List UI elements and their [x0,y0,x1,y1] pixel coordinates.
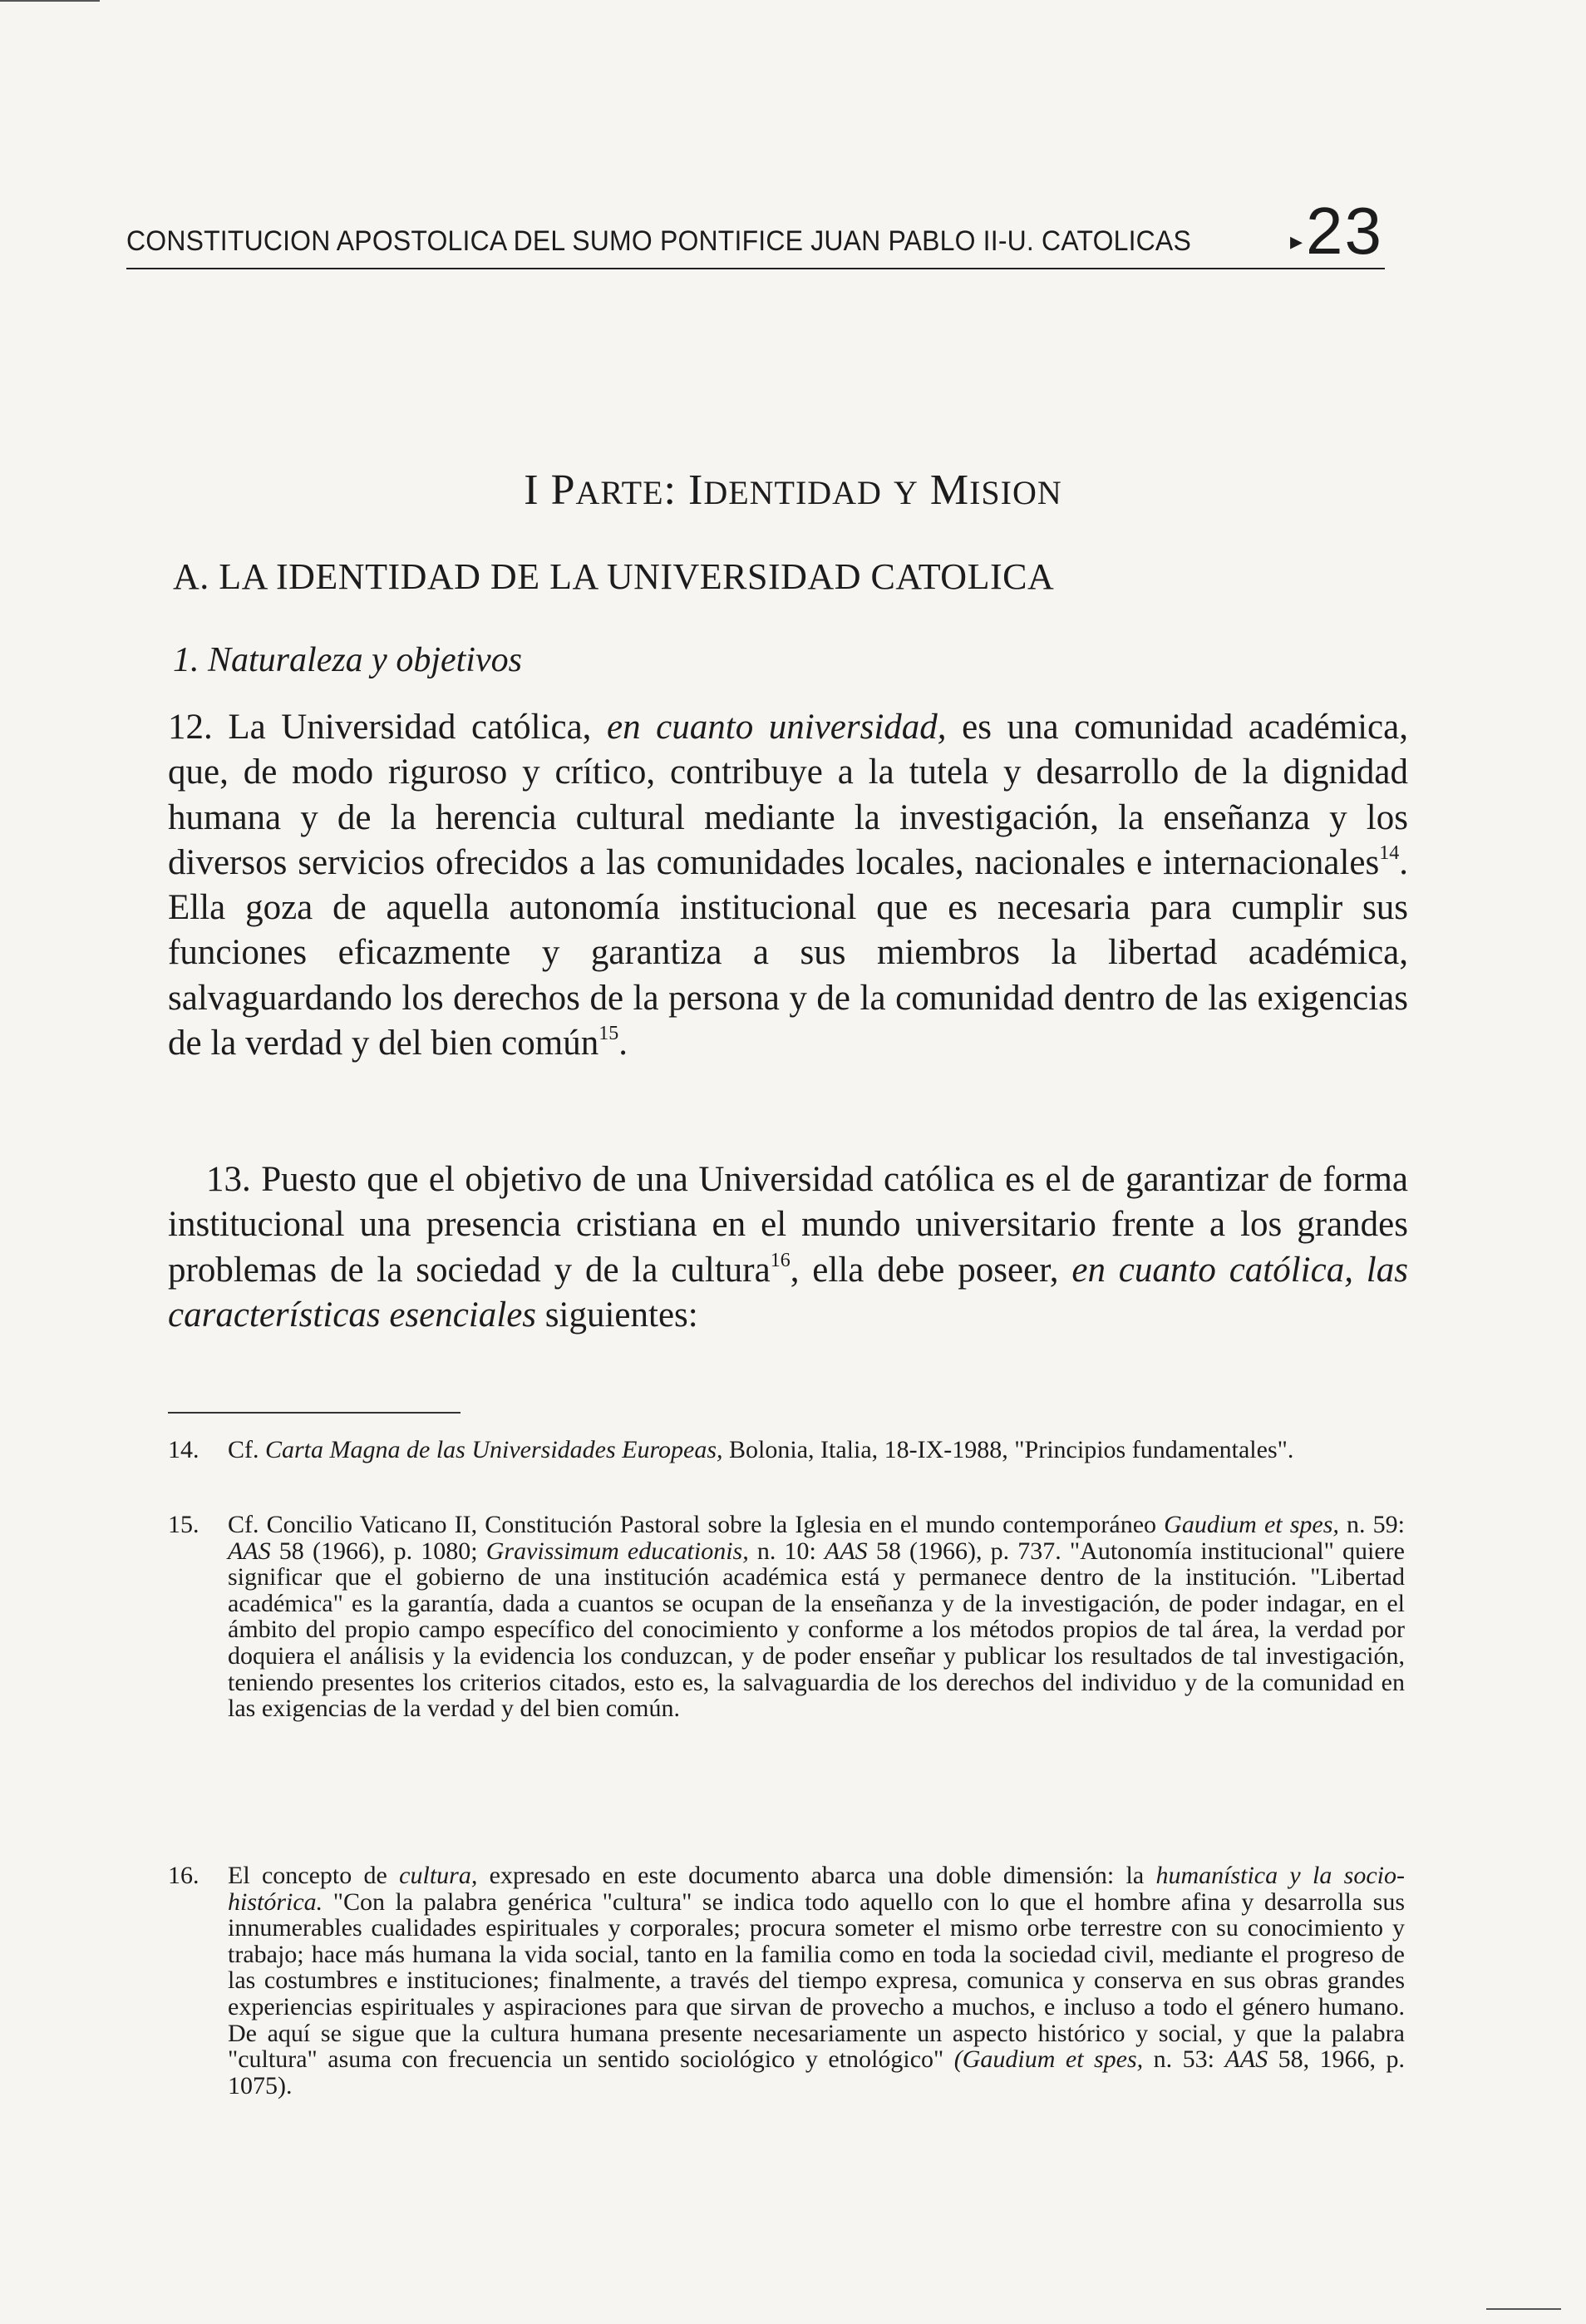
footnote-ref-14: 14 [1379,841,1400,864]
footnote-16 [168,1863,1405,2099]
footnote-14 [168,1437,1405,1463]
footnote-ref-15: 15 [598,1023,619,1045]
scan-edge-mark [0,0,100,2]
running-header [126,190,1383,268]
section-title: A. LA IDENTIDAD DE LA UNIVERSIDAD CATOLICA [173,556,1055,597]
page-number: 23 [1306,194,1383,268]
header-rule [126,268,1385,269]
header-right [1289,194,1383,268]
footnote-rule [168,1412,461,1414]
running-title: CONSTITUCION APOSTOLICA DEL SUMO PONTIFICE JUAN PABLO II-U. CATOLICAS [126,225,1191,257]
subsection-title: 1. Naturaleza y objetivos [173,641,522,679]
footnote-text: Cf. Concilio Vaticano II, Constitución Pastoral sobre la Iglesia en el mundo contemporáneo Gaudium et spes, n. 59: AAS 58 (1966), p. 1080; Gravissimum educationis, n. 10: AAS 58 (1966), p. 737. "Autonomía institucional" quiere significar que el gobierno de una institución académica está y permanece dentro de la institución. "Libertad académica" es la garantía, dada a cuantos se ocupan de la enseñanza y de la investigación, de poder indagar, en el ámbito del propio campo específico del conocimiento y conforme a los métodos propios de tal área, la verdad por doquiera el análisis y la evidencia los conduzcan, y de poder enseñar y publicar los resultados de tal investigación, teniendo presentes los criterios citados, esto es, la salvaguardia de los derechos del individuo y de la comunidad en las exigencias de la verdad y del bien común. [228,1511,1405,1723]
paragraph-13: 13. Puesto que el objetivo de una Universidad católica es el de garantizar de forma institucional una presencia cristiana en el mundo universitario frente a los grandes problemas de la sociedad y de la cultura$^{16}$, ella debe poseer, en cuanto católica, las características esenciales siguientes: [168,1160,1408,1335]
footnote-ref-16: 16 [770,1249,791,1271]
footnote-15 [168,1512,1405,1722]
arrow-icon: ▸ [1289,227,1303,256]
footnote-text: El concepto de cultura, expresado en este documento abarca una doble dimensión: la humanística y la socio-histórica. "Con la palabra genérica "cultura" se indica todo aquello con lo que el hombre afina y desarrolla sus innumerables cualidades espirituales y corporales; procura someter el mismo orbe terrestre con su conocimiento y trabajo; hace más humana la vida social, tanto en la familia como en toda la sociedad civil, mediante el progreso de las costumbres e instituciones; finalmente, a través del tiempo expresa, comunica y conserva en sus obras grandes experiencias espirituales y aspiraciones para que sirvan de provecho a muchos, e incluso a todo el género humano. De aquí se sigue que la cultura humana presente necesariamente un aspecto histórico y social, y que la palabra "cultura" asuma con frecuencia un sentido sociológico y etnológico" (Gaudium et spes, n. 53: AAS 58, 1966, p. 1075). [228,1862,1406,2099]
paragraph-12: 12. La Universidad católica, en cuanto universidad, es una comunidad académica, que, de modo riguroso y crítico, contribuye a la tutela y desarrollo de la dignidad humana y de la herencia cultural mediante la investigación, la enseñanza y los diversos servicios ofrecidos a las comunidades locales, nacionales e internacionales$^{14}$. Ella goza de aquella autonomía institucional que es necesaria para cumplir sus funciones eficazmente y garantiza a sus miembros la libertad académica, salvaguardando los derechos de la persona y de la comunidad dentro de las exigencias de la verdad y del bien común$^{15}$. [168,708,1408,1063]
footnote-number: 14. [168,1436,199,1463]
footnote-text: Cf. Carta Magna de las Universidades Europeas, Bolonia, Italia, 18-IX-1988, "Principios fundamentales". [228,1436,1294,1463]
scan-edge-mark [1486,2308,1561,2310]
footnote-number: 16. [168,1862,199,1889]
footnote-number: 15. [168,1511,199,1538]
part-title: I PARTE: IDENTIDAD Y MISION [524,466,1062,514]
